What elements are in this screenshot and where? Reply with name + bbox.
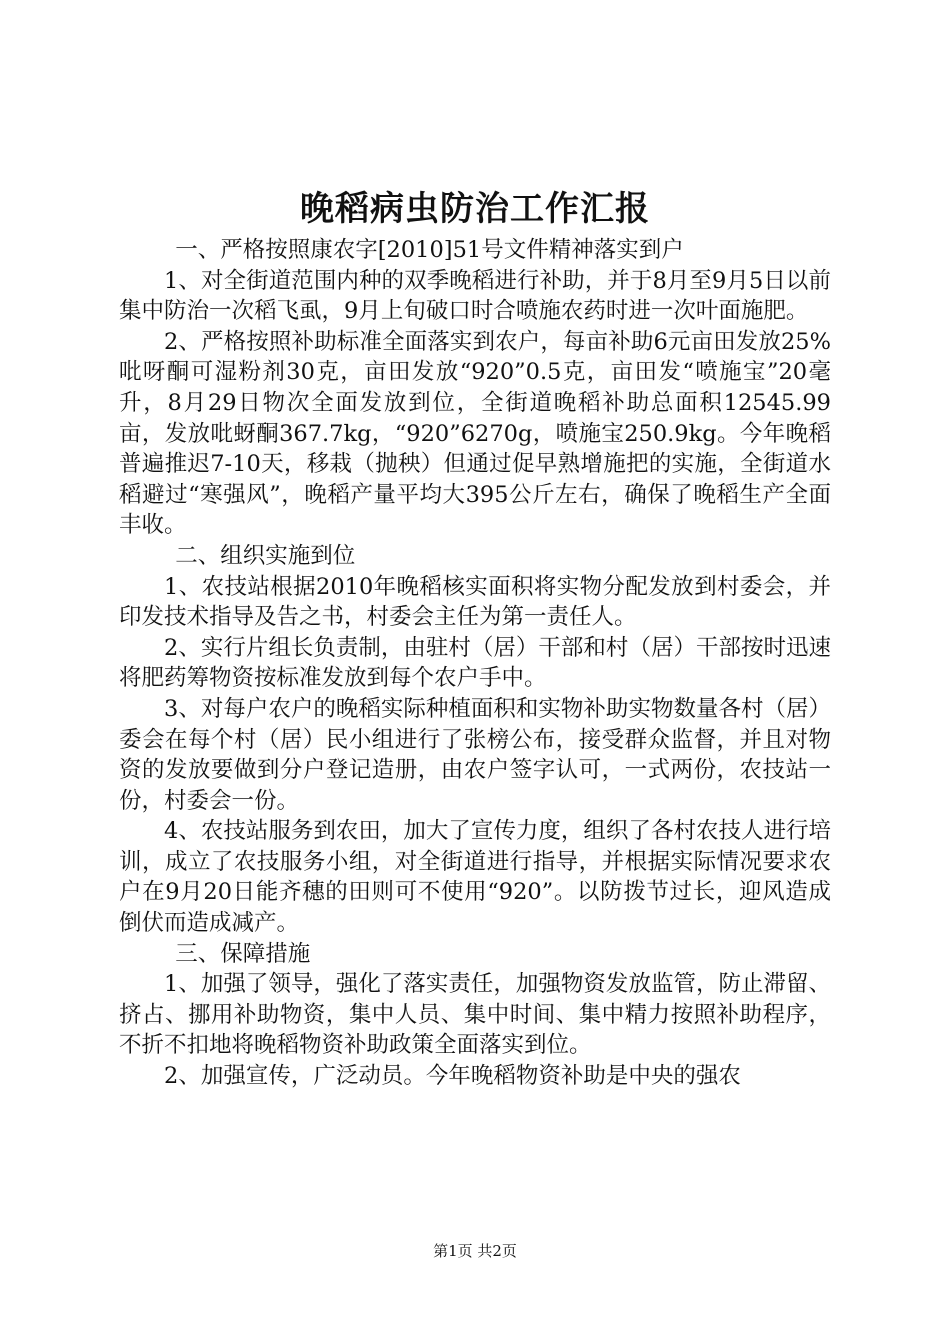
section-heading: 三、保障措施: [175, 940, 311, 967]
section-heading: 二、组织实施到位: [175, 542, 356, 569]
page-number-footer: 第1页 共2页: [433, 1242, 517, 1260]
paragraph: 2、严格按照补助标准全面落实到农户，每亩补助6元亩田发放25%吡呀酮可湿粉剂30克，亩田发放“920”0.5克，亩田发“喷施宝”20毫升，8月29日物次全面发放到位，全街道晚稻补助总面积12545.99亩，发放吡蚜酮367.7kg，“920”6270g，喷施宝250.9kg。今年晚稻普遍推迟7-10天，移栽（抛秧）但通过促早熟增施把的实施，全街道水稻避过“寒强风”，晚稻产量平均大395公斤左右，确保了晚稻生产全面丰收。: [119, 328, 831, 539]
paragraph: 4、农技站服务到农田，加大了宣传力度，组织了各村农技人进行培训，成立了农技服务小组，对全街道进行指导，并根据实际情况要求农户在9月20日能齐穗的田则可不使用“920”。以防拨节过长，迎风造成倒伏而造成减产。: [119, 818, 831, 937]
paragraph: 1、对全街道范围内种的双季晚稻进行补助，并于8月至9月5日以前集中防治一次稻飞虱，9月上旬破口时合喷施农药时进一次叶面施肥。: [119, 267, 831, 325]
paragraph: 1、加强了领导，强化了落实责任，加强物资发放监管，防止滞留、挤占、挪用补助物资，集中人员、集中时间、集中精力按照补助程序，不折不扣地将晚稻物资补助政策全面落实到位。: [119, 971, 831, 1059]
document-body: [119, 235, 831, 1092]
paragraph: 2、实行片组长负责制，由驻村（居）干部和村（居）干部按时迅速将肥药筹物资按标准发放到每个农户手中。: [119, 634, 831, 692]
paragraph: 3、对每户农户的晚稻实际种植面积和实物补助实物数量各村（居）委会在每个村（居）民小组进行了张榜公布，接受群众监督，并且对物资的发放要做到分户登记造册，由农户签字认可，一式两份，农技站一份，村委会一份。: [119, 695, 831, 814]
paragraph: 2、加强宣传，广泛动员。今年晚稻物资补助是中央的强农: [164, 1063, 741, 1090]
section-heading: 一、严格按照康农字[2010]51号文件精神落实到户: [175, 237, 684, 263]
document-title: 晚稻病虫防治工作汇报: [300, 189, 650, 229]
paragraph: 1、农技站根据2010年晚稻核实面积将实物分配发放到村委会，并印发技术指导及告之书，村委会主任为第一责任人。: [119, 573, 831, 631]
